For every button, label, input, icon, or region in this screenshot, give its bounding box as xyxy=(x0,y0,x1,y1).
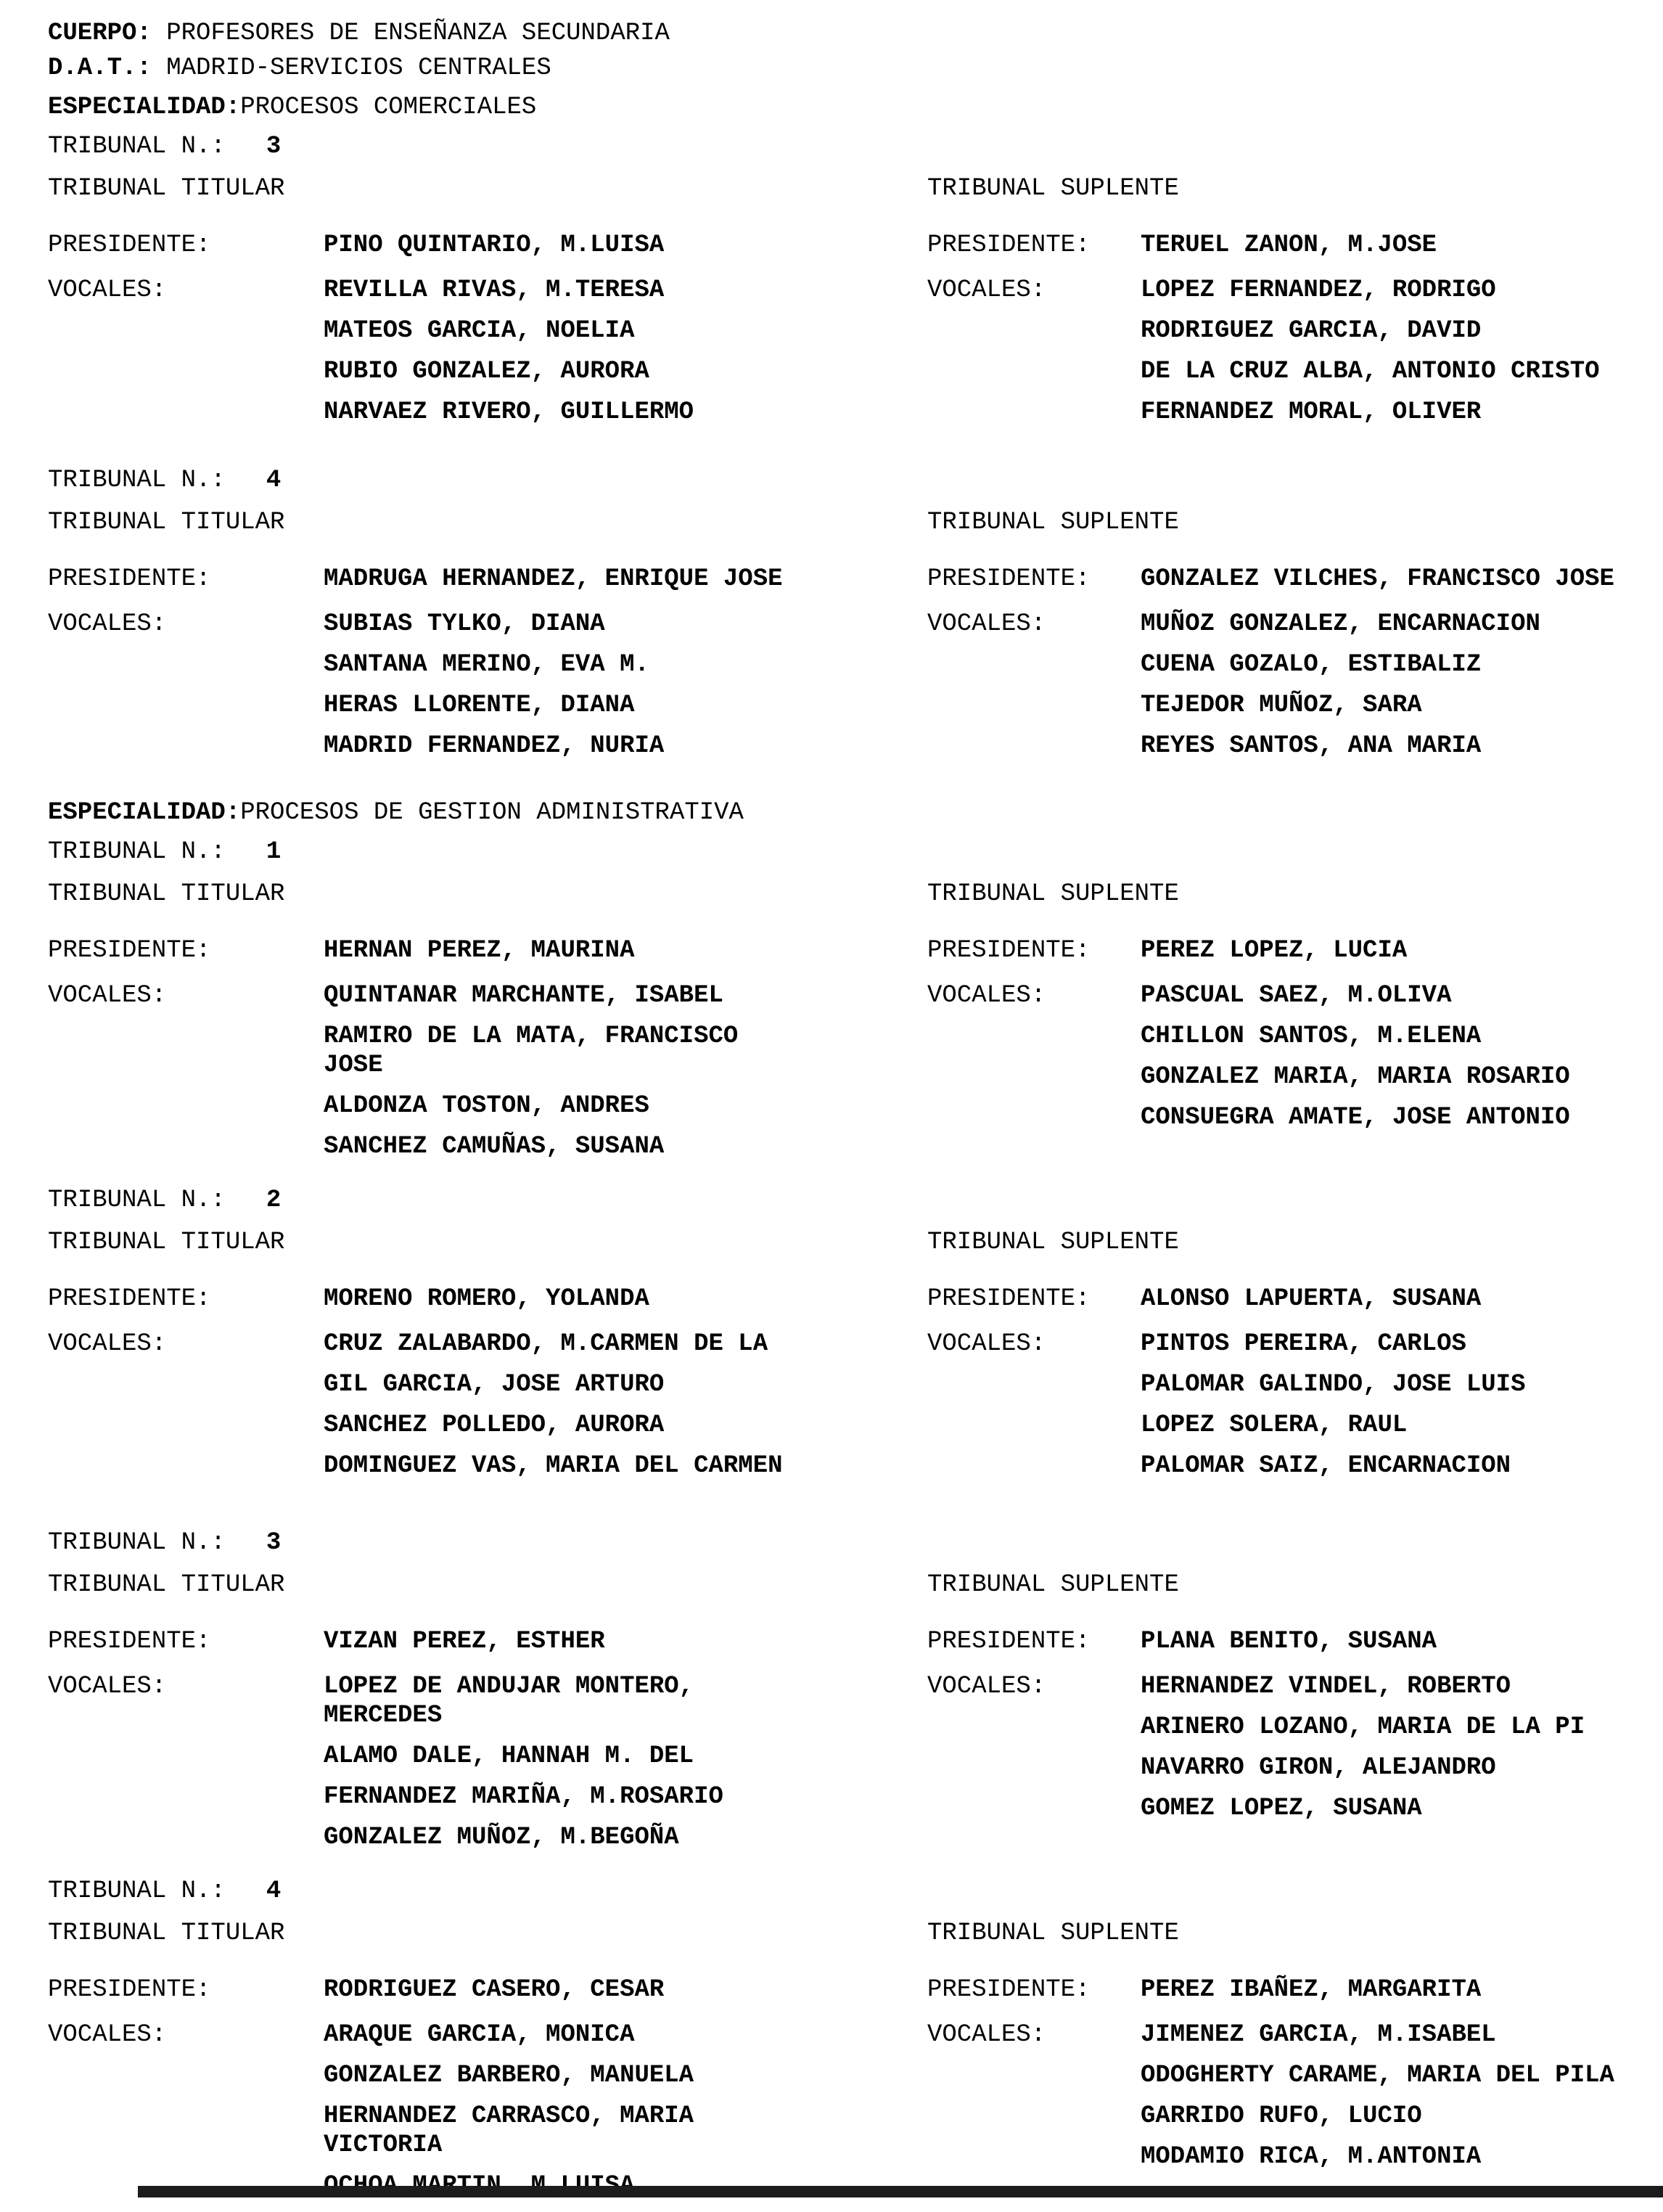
member-role-label: PRESIDENTE: xyxy=(927,232,1091,259)
member-role-label: VOCALES: xyxy=(927,982,1046,1009)
member-name: ARINERO LOZANO, MARIA DE LA PI xyxy=(1141,1713,1585,1741)
member-row xyxy=(48,1022,832,1080)
tribunal-titular-column xyxy=(0,508,832,772)
member-name: SANCHEZ CAMUÑAS, SUSANA xyxy=(324,1133,665,1160)
member-row xyxy=(48,1742,832,1771)
member-row xyxy=(48,357,832,386)
member-row xyxy=(48,1627,832,1656)
member-role-label: PRESIDENTE: xyxy=(48,232,211,259)
tribunal-number-label: TRIBUNAL N.: xyxy=(48,1529,226,1557)
titular-heading: TRIBUNAL TITULAR xyxy=(48,880,285,908)
member-row xyxy=(927,650,1663,679)
member-role-label xyxy=(927,1411,1141,1440)
member-role-label: VOCALES: xyxy=(927,276,1046,304)
suplente-heading: TRIBUNAL SUPLENTE xyxy=(927,175,1179,202)
member-name: HERNANDEZ VINDEL, ROBERTO xyxy=(1141,1673,1511,1700)
member-name: MATEOS GARCIA, NOELIA xyxy=(324,317,635,345)
member-name: SANCHEZ POLLEDO, AURORA xyxy=(324,1412,665,1439)
member-role-label: VOCALES: xyxy=(48,1673,167,1700)
member-row xyxy=(927,357,1663,386)
tribunal-columns xyxy=(0,1570,1663,1864)
member-name: PEREZ LOPEZ, LUCIA xyxy=(1141,937,1408,964)
member-row xyxy=(927,1411,1663,1440)
member-role-label xyxy=(927,1062,1141,1091)
member-role-label: VOCALES: xyxy=(48,982,167,1009)
suplente-heading: TRIBUNAL SUPLENTE xyxy=(927,1229,1179,1256)
tribunal-suplente-column xyxy=(832,1919,1663,2212)
especialidad-line xyxy=(48,798,1663,827)
member-name: NARVAEZ RIVERO, GUILLERMO xyxy=(324,398,694,426)
tribunal-number-row xyxy=(0,1528,1663,1557)
tribunal-section xyxy=(0,1186,1663,1492)
tribunal-number-label: TRIBUNAL N.: xyxy=(48,1877,226,1905)
member-row xyxy=(927,2061,1663,2090)
member-name: CUENA GOZALO, ESTIBALIZ xyxy=(1141,651,1482,679)
member-row xyxy=(48,2102,832,2160)
member-role-label xyxy=(927,691,1141,720)
member-role-label: PRESIDENTE: xyxy=(48,565,211,593)
member-row xyxy=(927,732,1663,761)
member-row xyxy=(927,316,1663,345)
tribunal-titular-column xyxy=(0,1919,832,2212)
member-name: PLANA BENITO, SUSANA xyxy=(1141,1628,1437,1655)
member-name: GIL GARCIA, JOSE ARTURO xyxy=(324,1371,665,1398)
member-name: LOPEZ DE ANDUJAR MONTERO, MERCEDES xyxy=(324,1673,694,1729)
tribunal-number-row xyxy=(0,1186,1663,1215)
member-role-label xyxy=(48,1132,324,1161)
tribunal-number-label: TRIBUNAL N.: xyxy=(48,133,226,160)
member-role-label xyxy=(48,1091,324,1121)
member-name: DOMINGUEZ VAS, MARIA DEL CARMEN xyxy=(324,1452,783,1480)
member-name: FERNANDEZ MARIÑA, M.ROSARIO xyxy=(324,1783,723,1811)
member-row xyxy=(927,1103,1663,1132)
member-role-label: PRESIDENTE: xyxy=(927,937,1091,964)
member-role-label: VOCALES: xyxy=(48,1330,167,1358)
tribunal-columns xyxy=(0,1228,1663,1492)
member-role-label xyxy=(48,398,324,427)
member-name: CONSUEGRA AMATE, JOSE ANTONIO xyxy=(1141,1104,1570,1131)
especialidad-name: PROCESOS DE GESTION ADMINISTRATIVA xyxy=(240,799,744,827)
member-role-label: PRESIDENTE: xyxy=(927,1628,1091,1655)
member-role-label xyxy=(927,1451,1141,1480)
tribunal-section xyxy=(0,132,1663,438)
tribunal-number-row xyxy=(0,1877,1663,1906)
member-row xyxy=(48,276,832,305)
document-header xyxy=(48,16,1615,86)
member-row xyxy=(48,1330,832,1359)
tribunal-number-value: 4 xyxy=(266,1877,282,1905)
member-name: GONZALEZ MUÑOZ, M.BEGOÑA xyxy=(324,1824,679,1851)
tribunal-titular-column xyxy=(0,1570,832,1864)
member-name: GONZALEZ VILCHES, FRANCISCO JOSE xyxy=(1141,565,1614,593)
member-row xyxy=(927,1753,1663,1782)
member-name: GONZALEZ BARBERO, MANUELA xyxy=(324,2062,694,2089)
member-name: CHILLON SANTOS, M.ELENA xyxy=(1141,1023,1482,1050)
member-row xyxy=(927,398,1663,427)
member-role-label xyxy=(927,650,1141,679)
member-role-label xyxy=(48,1411,324,1440)
titular-heading: TRIBUNAL TITULAR xyxy=(48,1229,285,1256)
member-name: ODOGHERTY CARAME, MARIA DEL PILA xyxy=(1141,2062,1614,2089)
member-row xyxy=(927,2020,1663,2049)
member-row xyxy=(927,691,1663,720)
member-row xyxy=(48,691,832,720)
suplente-heading: TRIBUNAL SUPLENTE xyxy=(927,509,1179,536)
member-row xyxy=(48,1411,832,1440)
member-role-label xyxy=(48,2102,324,2160)
tribunal-columns xyxy=(0,174,1663,438)
member-row xyxy=(927,1713,1663,1742)
member-row xyxy=(48,1975,832,2004)
member-name: FERNANDEZ MORAL, OLIVER xyxy=(1141,398,1482,426)
member-role-label: PRESIDENTE: xyxy=(927,1976,1091,2004)
member-role-label: PRESIDENTE: xyxy=(927,1285,1091,1313)
member-name: MODAMIO RICA, M.ANTONIA xyxy=(1141,2143,1482,2171)
member-row xyxy=(48,1091,832,1121)
member-role-label xyxy=(927,1103,1141,1132)
member-role-label: PRESIDENTE: xyxy=(48,937,211,964)
member-row xyxy=(48,650,832,679)
member-name: RODRIGUEZ GARCIA, DAVID xyxy=(1141,317,1482,345)
member-role-label xyxy=(48,691,324,720)
titular-heading: TRIBUNAL TITULAR xyxy=(48,175,285,202)
suplente-heading: TRIBUNAL SUPLENTE xyxy=(927,1920,1179,1947)
tribunal-number-row xyxy=(0,466,1663,495)
member-name: REVILLA RIVAS, M.TERESA xyxy=(324,276,665,304)
member-name: RAMIRO DE LA MATA, FRANCISCO JOSE xyxy=(324,1023,739,1079)
tribunal-suplente-column xyxy=(832,1228,1663,1492)
titular-heading: TRIBUNAL TITULAR xyxy=(48,1571,285,1599)
member-row xyxy=(927,1627,1663,1656)
member-row xyxy=(48,1285,832,1314)
member-role-label xyxy=(927,2102,1141,2131)
especialidad-name: PROCESOS COMERCIALES xyxy=(240,94,537,121)
member-row xyxy=(927,610,1663,639)
member-name: DE LA CRUZ ALBA, ANTONIO CRISTO xyxy=(1141,358,1600,385)
member-row xyxy=(927,1285,1663,1314)
tribunal-number-value: 3 xyxy=(266,133,282,160)
member-role-label xyxy=(927,2061,1141,2090)
member-row xyxy=(927,936,1663,965)
member-name: REYES SANTOS, ANA MARIA xyxy=(1141,732,1482,760)
member-name: PINTOS PEREIRA, CARLOS xyxy=(1141,1330,1466,1358)
member-role-label: VOCALES: xyxy=(927,1673,1046,1700)
member-row xyxy=(927,1062,1663,1091)
member-name: PASCUAL SAEZ, M.OLIVA xyxy=(1141,982,1452,1009)
titular-heading: TRIBUNAL TITULAR xyxy=(48,509,285,536)
cuerpo-label: CUERPO: xyxy=(48,20,152,47)
member-name: ALAMO DALE, HANNAH M. DEL xyxy=(324,1742,694,1770)
member-row xyxy=(927,276,1663,305)
member-role-label: VOCALES: xyxy=(927,610,1046,638)
member-row xyxy=(48,981,832,1010)
member-row xyxy=(48,1782,832,1811)
member-role-label xyxy=(48,357,324,386)
tribunal-number-label: TRIBUNAL N.: xyxy=(48,467,226,494)
member-row xyxy=(927,1794,1663,1823)
member-row xyxy=(927,1330,1663,1359)
tribunal-number-value: 4 xyxy=(266,467,282,494)
member-name: TERUEL ZANON, M.JOSE xyxy=(1141,232,1437,259)
member-name: ALONSO LAPUERTA, SUSANA xyxy=(1141,1285,1482,1313)
member-row xyxy=(48,398,832,427)
member-row xyxy=(927,1022,1663,1051)
member-role-label xyxy=(48,316,324,345)
member-name: SUBIAS TYLKO, DIANA xyxy=(324,610,605,638)
member-name: LOPEZ SOLERA, RAUL xyxy=(1141,1412,1408,1439)
member-row xyxy=(927,565,1663,594)
member-name: RODRIGUEZ CASERO, CESAR xyxy=(324,1976,665,2004)
dat-line xyxy=(48,51,1615,86)
especialidad-label: ESPECIALIDAD: xyxy=(48,94,241,121)
tribunal-number-value: 2 xyxy=(266,1187,282,1214)
member-role-label xyxy=(48,650,324,679)
member-name: PEREZ IBAÑEZ, MARGARITA xyxy=(1141,1976,1482,2004)
member-name: GOMEZ LOPEZ, SUSANA xyxy=(1141,1795,1422,1822)
member-row xyxy=(927,981,1663,1010)
tribunal-section xyxy=(0,837,1663,1173)
member-name: MORENO ROMERO, YOLANDA xyxy=(324,1285,649,1313)
member-row xyxy=(48,316,832,345)
member-name: GONZALEZ MARIA, MARIA ROSARIO xyxy=(1141,1063,1570,1091)
tribunal-number-value: 1 xyxy=(266,838,282,866)
member-row xyxy=(48,565,832,594)
member-role-label xyxy=(927,1370,1141,1399)
member-row xyxy=(927,2102,1663,2131)
member-row xyxy=(48,1672,832,1730)
member-name: PALOMAR SAIZ, ENCARNACION xyxy=(1141,1452,1511,1480)
member-name: JIMENEZ GARCIA, M.ISABEL xyxy=(1141,2021,1496,2049)
member-role-label xyxy=(927,1753,1141,1782)
tribunal-columns xyxy=(0,508,1663,772)
especialidad-label: ESPECIALIDAD: xyxy=(48,799,241,827)
tribunal-number-row xyxy=(0,837,1663,867)
member-name: MUÑOZ GONZALEZ, ENCARNACION xyxy=(1141,610,1540,638)
member-role-label: PRESIDENTE: xyxy=(48,1976,211,2004)
member-name: MADRID FERNANDEZ, NURIA xyxy=(324,732,665,760)
member-role-label xyxy=(48,1370,324,1399)
member-row xyxy=(48,2061,832,2090)
tribunal-number-label: TRIBUNAL N.: xyxy=(48,838,226,866)
member-name: TEJEDOR MUÑOZ, SARA xyxy=(1141,692,1422,719)
tribunal-suplente-column xyxy=(832,174,1663,438)
tribunal-titular-column xyxy=(0,880,832,1173)
member-role-label xyxy=(48,1823,324,1852)
member-role-label xyxy=(927,1794,1141,1823)
member-name: SANTANA MERINO, EVA M. xyxy=(324,651,649,679)
tribunal-columns xyxy=(0,1919,1663,2212)
member-name: ALDONZA TOSTON, ANDRES xyxy=(324,1092,649,1120)
tribunal-number-row xyxy=(0,132,1663,161)
member-row xyxy=(48,231,832,260)
member-name: NAVARRO GIRON, ALEJANDRO xyxy=(1141,1754,1496,1782)
suplente-heading: TRIBUNAL SUPLENTE xyxy=(927,880,1179,908)
member-role-label: VOCALES: xyxy=(927,1330,1046,1358)
member-role-label xyxy=(927,398,1141,427)
cuerpo-line xyxy=(48,16,1615,51)
tribunal-titular-column xyxy=(0,1228,832,1492)
member-role-label xyxy=(48,1742,324,1771)
member-role-label xyxy=(48,1022,324,1080)
member-name: HERAS LLORENTE, DIANA xyxy=(324,692,635,719)
tribunal-number-value: 3 xyxy=(266,1529,282,1557)
member-name: GARRIDO RUFO, LUCIO xyxy=(1141,2102,1422,2130)
member-role-label xyxy=(927,357,1141,386)
member-row xyxy=(927,231,1663,260)
member-row xyxy=(927,1451,1663,1480)
tribunal-section xyxy=(0,466,1663,772)
member-row xyxy=(927,1975,1663,2004)
member-name: CRUZ ZALABARDO, M.CARMEN DE LA xyxy=(324,1330,768,1358)
member-role-label: PRESIDENTE: xyxy=(48,1285,211,1313)
cuerpo-value: PROFESORES DE ENSEÑANZA SECUNDARIA xyxy=(166,20,670,47)
member-name: PINO QUINTARIO, M.LUISA xyxy=(324,232,665,259)
member-row xyxy=(48,1823,832,1852)
member-role-label xyxy=(927,316,1141,345)
member-role-label xyxy=(48,1451,324,1480)
titular-heading: TRIBUNAL TITULAR xyxy=(48,1920,285,1947)
member-name: PALOMAR GALINDO, JOSE LUIS xyxy=(1141,1371,1526,1398)
member-name: RUBIO GONZALEZ, AURORA xyxy=(324,358,649,385)
member-role-label xyxy=(927,1022,1141,1051)
member-row xyxy=(927,2142,1663,2171)
tribunal-suplente-column xyxy=(832,508,1663,772)
member-row xyxy=(48,1370,832,1399)
member-role-label: VOCALES: xyxy=(48,610,167,638)
member-role-label xyxy=(927,2142,1141,2171)
member-name: LOPEZ FERNANDEZ, RODRIGO xyxy=(1141,276,1496,304)
member-role-label: VOCALES: xyxy=(927,2021,1046,2049)
member-row xyxy=(48,610,832,639)
member-name: HERNAN PEREZ, MAURINA xyxy=(324,937,635,964)
member-role-label: VOCALES: xyxy=(48,2021,167,2049)
member-row xyxy=(48,936,832,965)
dat-value: MADRID-SERVICIOS CENTRALES xyxy=(166,54,551,82)
tribunal-columns xyxy=(0,880,1663,1173)
member-name: HERNANDEZ CARRASCO, MARIA VICTORIA xyxy=(324,2102,694,2159)
dat-label: D.A.T.: xyxy=(48,54,152,82)
tribunal-section xyxy=(0,1528,1663,1864)
member-name: VIZAN PEREZ, ESTHER xyxy=(324,1628,605,1655)
tribunal-number-label: TRIBUNAL N.: xyxy=(48,1187,226,1214)
member-row xyxy=(48,2020,832,2049)
tribunal-suplente-column xyxy=(832,880,1663,1173)
member-row xyxy=(48,732,832,761)
page-bottom-bar xyxy=(138,2186,1663,2197)
member-role-label: PRESIDENTE: xyxy=(927,565,1091,593)
member-row xyxy=(927,1672,1663,1701)
member-role-label: PRESIDENTE: xyxy=(48,1628,211,1655)
member-role-label: VOCALES: xyxy=(48,276,167,304)
member-role-label xyxy=(48,732,324,761)
member-role-label xyxy=(48,2061,324,2090)
member-name: QUINTANAR MARCHANTE, ISABEL xyxy=(324,982,723,1009)
member-role-label xyxy=(927,732,1141,761)
member-row xyxy=(927,1370,1663,1399)
member-name: MADRUGA HERNANDEZ, ENRIQUE JOSE xyxy=(324,565,783,593)
member-name: ARAQUE GARCIA, MONICA xyxy=(324,2021,635,2049)
tribunal-suplente-column xyxy=(832,1570,1663,1864)
member-row xyxy=(48,1451,832,1480)
member-row xyxy=(48,1132,832,1161)
tribunal-titular-column xyxy=(0,174,832,438)
suplente-heading: TRIBUNAL SUPLENTE xyxy=(927,1571,1179,1599)
tribunal-section xyxy=(0,1877,1663,2212)
member-role-label xyxy=(927,1713,1141,1742)
member-role-label xyxy=(48,1782,324,1811)
especialidad-line xyxy=(48,93,1663,122)
